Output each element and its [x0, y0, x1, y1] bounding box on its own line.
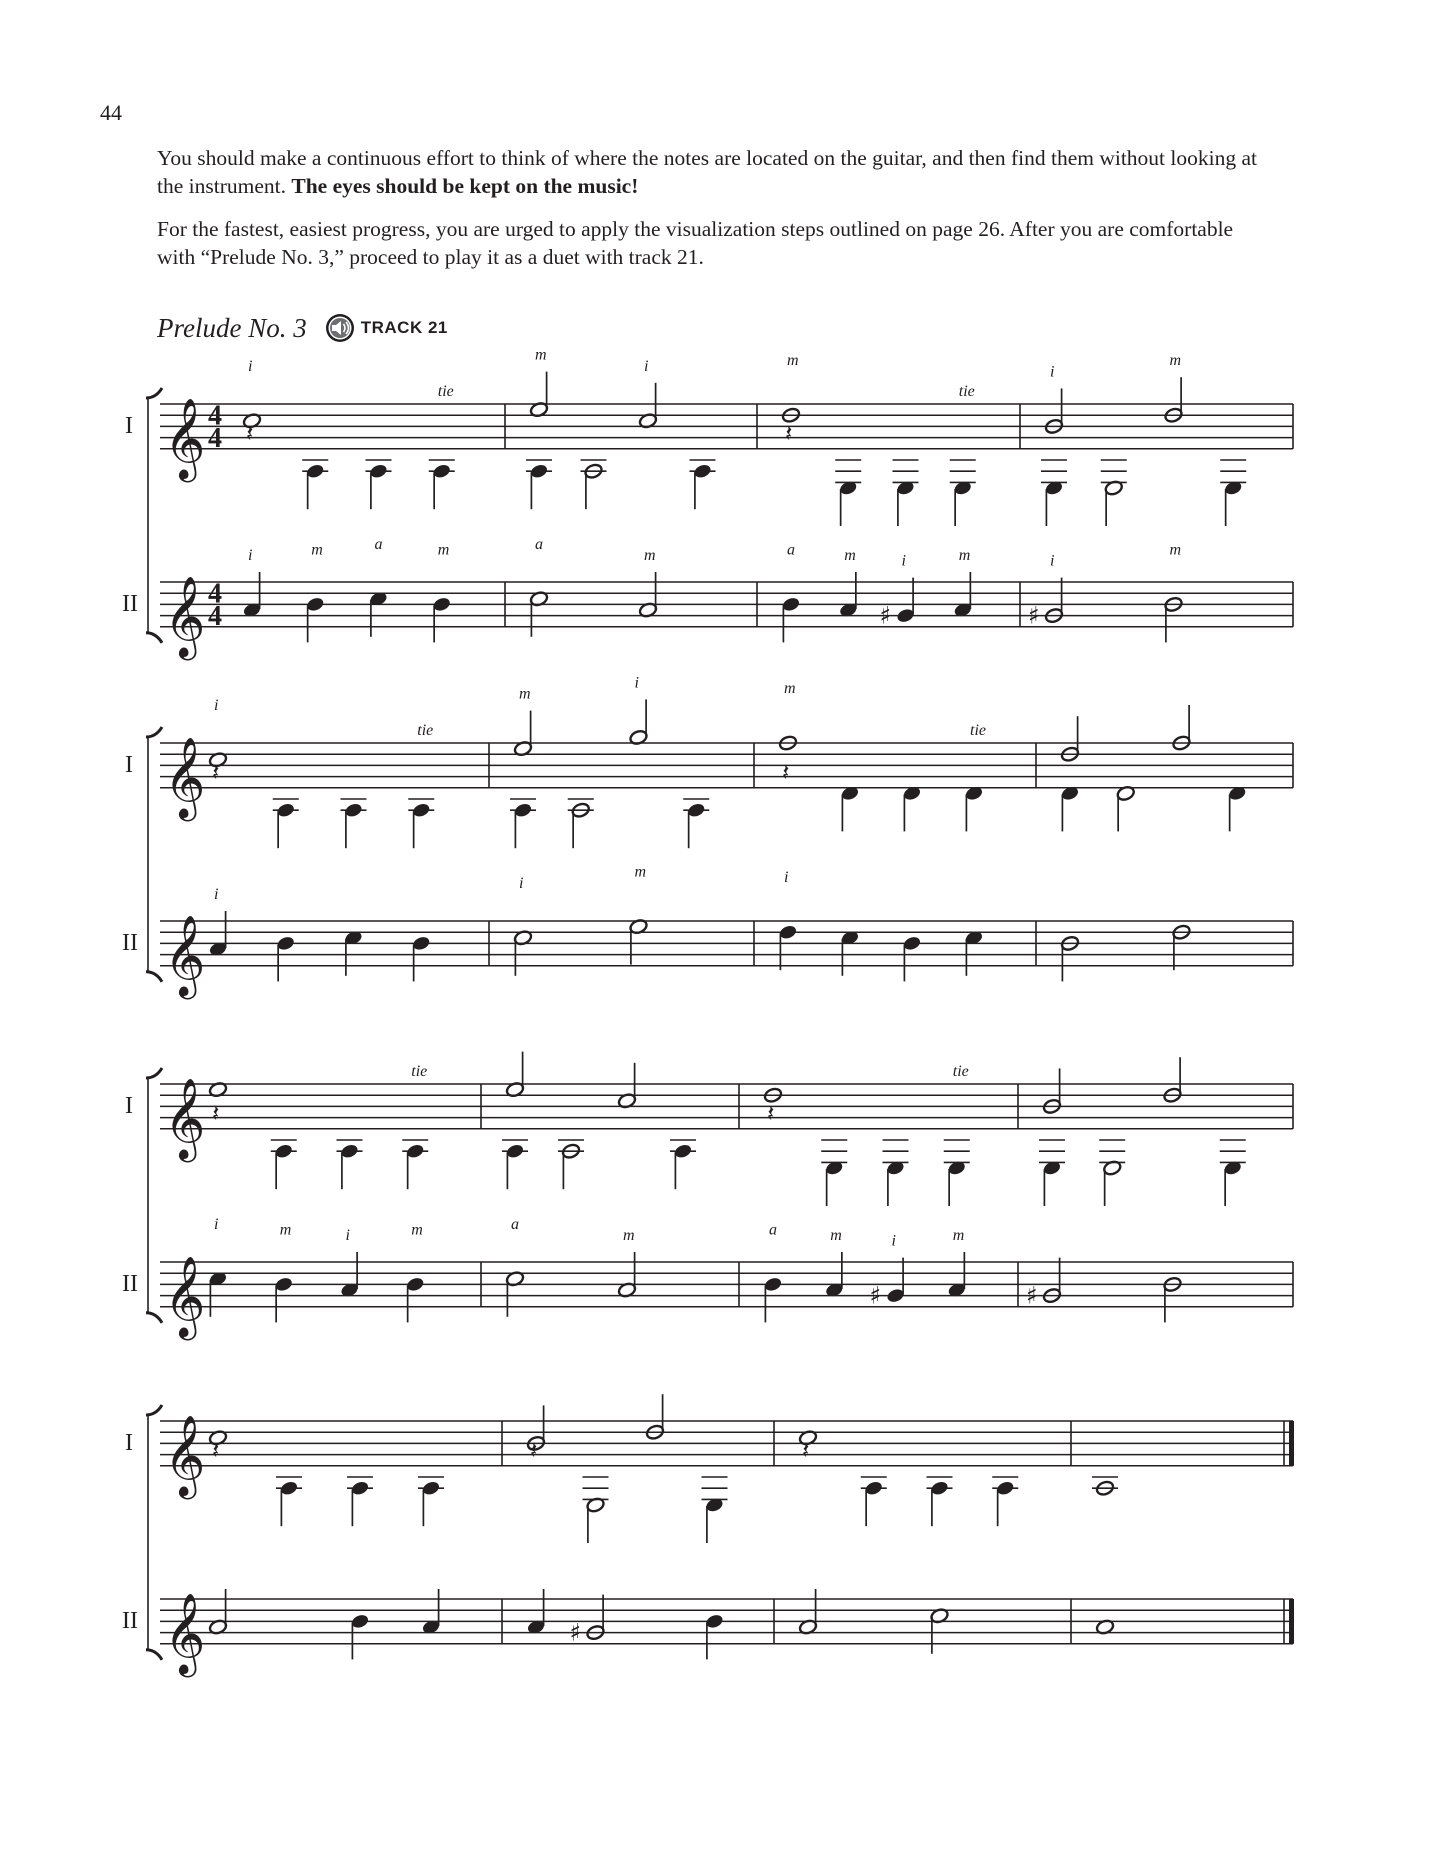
fingering-m: m: [784, 680, 796, 697]
treble-clef-icon: 𝄞: [164, 574, 206, 657]
piece-title: Prelude No. 3: [157, 312, 307, 343]
fingering-m: m: [623, 1227, 635, 1244]
treble-clef-icon: 𝄞: [164, 1254, 206, 1337]
fingering-m: m: [1169, 352, 1182, 370]
fingering-a: a: [535, 535, 543, 553]
fingering-m: m: [279, 1221, 292, 1239]
bracket-hook: [146, 727, 162, 737]
fingering-a: a: [374, 535, 383, 553]
sharp-icon: ♯: [869, 1281, 882, 1310]
bracket-hook: [146, 1405, 162, 1415]
part-label-II: II: [122, 591, 138, 618]
fingering-tie: tie: [952, 1063, 969, 1080]
fingering-m: m: [644, 547, 656, 564]
part-label-I: I: [125, 752, 133, 779]
paragraph-1-text: You should make a continuous effort to think of where the notes are located on the guitar, and then find them without looking at the instrument.: [157, 146, 1257, 198]
part-label-II: II: [122, 930, 138, 957]
fingering-i: i: [214, 886, 219, 903]
paragraph-1-bold: The eyes should be kept on the music!: [291, 174, 639, 198]
time-signature-bottom: 4: [208, 422, 222, 454]
fingering-tie: tie: [417, 722, 434, 739]
fingering-m: m: [437, 541, 450, 559]
sharp-icon: ♯: [569, 1618, 582, 1647]
bracket-hook: [146, 972, 162, 982]
bracket-hook: [146, 633, 162, 643]
fingering-m: m: [519, 685, 531, 703]
fingering-i: i: [1050, 363, 1055, 381]
sharp-icon: ♯: [1028, 601, 1040, 630]
quarter-rest-icon: 𝄽: [246, 418, 254, 447]
treble-clef-icon: 𝄞: [164, 913, 206, 996]
fingering-m: m: [411, 1221, 423, 1239]
fingering-a: a: [787, 541, 795, 559]
quarter-rest-icon: 𝄽: [802, 1435, 810, 1464]
fingering-i: i: [345, 1227, 350, 1244]
fingering-i: i: [248, 357, 253, 375]
fingering-m: m: [1169, 541, 1182, 559]
time-signature-top: 4: [208, 400, 222, 432]
fingering-tie: tie: [970, 722, 986, 739]
track-label: TRACK 21: [360, 318, 448, 337]
bracket-hook: [146, 388, 162, 398]
fingering-i: i: [644, 357, 649, 375]
quarter-rest-icon: 𝄽: [212, 757, 220, 786]
quarter-rest-icon: 𝄽: [782, 757, 790, 786]
fingering-m: m: [535, 346, 547, 364]
bracket-hook: [146, 1650, 162, 1660]
fingering-m: m: [958, 547, 971, 564]
fingering-m: m: [952, 1227, 965, 1244]
fingering-a: a: [769, 1221, 777, 1239]
treble-clef-icon: 𝄞: [164, 1413, 206, 1496]
fingering-a: a: [511, 1215, 519, 1233]
final-barline: [1289, 1599, 1294, 1644]
instruction-paragraph-2: For the fastest, easiest progress, you are urged to apply the visualization steps outlined on page 26. After you are comfortable with “Prelude No. 3,” proceed to play it as a duet with track 21.: [157, 217, 1234, 269]
fingering-tie: tie: [411, 1063, 428, 1080]
quarter-rest-icon: 𝄽: [212, 1435, 220, 1464]
treble-clef-icon: 𝄞: [164, 1076, 206, 1159]
time-signature-top: 4: [208, 578, 222, 610]
quarter-rest-icon: 𝄽: [212, 1098, 220, 1127]
bracket-hook: [146, 1068, 162, 1078]
treble-clef-icon: 𝄞: [164, 396, 206, 479]
quarter-rest-icon: 𝄽: [785, 418, 793, 447]
part-label-I: I: [125, 1430, 133, 1457]
treble-clef-icon: 𝄞: [164, 1591, 206, 1674]
fingering-i: i: [248, 547, 253, 564]
part-label-II: II: [122, 1271, 138, 1298]
fingering-i: i: [214, 1215, 219, 1233]
fingering-i: i: [519, 874, 524, 892]
sharp-icon: ♯: [879, 601, 892, 630]
quarter-rest-icon: 𝄽: [530, 1435, 538, 1464]
fingering-tie: tie: [437, 383, 454, 400]
fingering-i: i: [214, 696, 219, 714]
fingering-i: i: [634, 674, 639, 692]
fingering-m: m: [311, 541, 323, 559]
part-label-I: I: [125, 1093, 133, 1120]
fingering-i: i: [891, 1232, 896, 1250]
quarter-rest-icon: 𝄽: [767, 1098, 775, 1127]
fingering-i: i: [1050, 552, 1055, 570]
fingering-m: m: [787, 352, 799, 370]
fingering-i: i: [901, 552, 906, 570]
sharp-icon: ♯: [1026, 1281, 1038, 1310]
bracket-hook: [146, 1313, 162, 1323]
fingering-tie: tie: [958, 383, 975, 400]
page-number: 44: [100, 100, 122, 125]
fingering-m: m: [830, 1227, 842, 1244]
fingering-i: i: [784, 869, 789, 887]
treble-clef-icon: 𝄞: [164, 735, 206, 818]
fingering-m: m: [844, 547, 856, 564]
final-barline: [1289, 1421, 1294, 1466]
part-label-I: I: [125, 413, 133, 440]
part-label-II: II: [122, 1608, 138, 1635]
time-signature-bottom: 4: [208, 600, 222, 632]
fingering-m: m: [634, 863, 647, 881]
